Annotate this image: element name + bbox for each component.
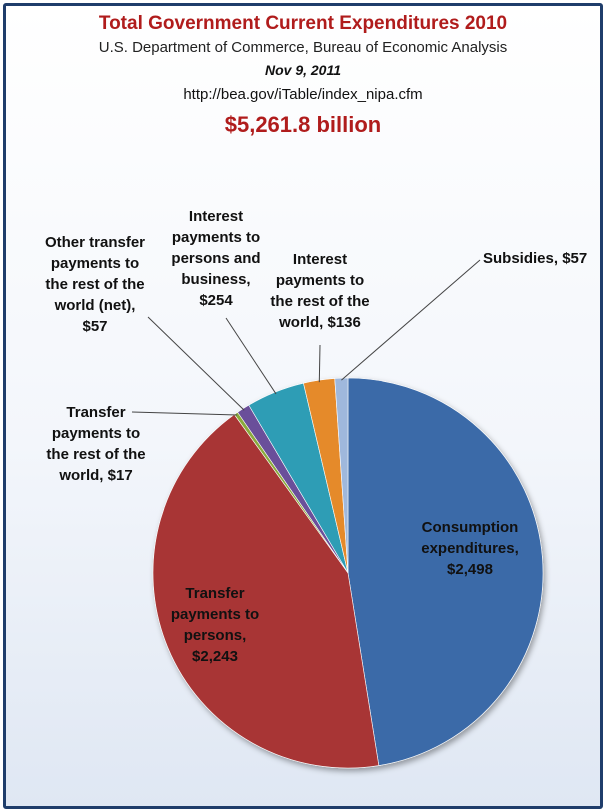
chart-title: Total Government Current Expenditures 2010 — [98, 13, 508, 34]
slice-label-3-line-2: the rest of the — [45, 276, 145, 293]
slice-label-3-line-4: $57 — [82, 318, 108, 335]
slice-label-0-line-1: expenditures, — [421, 540, 519, 557]
slice-label-2 — [46, 404, 145, 484]
chart-source: U.S. Department of Commerce, Bureau of Economic Analysis — [98, 39, 508, 56]
slice-label-4-line-3: business, — [181, 271, 251, 288]
pie-slice-0 — [348, 378, 543, 766]
slice-label-0-line-0: Consumption — [421, 519, 519, 536]
leader-line-5 — [319, 345, 320, 382]
leader-line-2 — [132, 412, 237, 415]
slice-label-4-line-1: payments to — [171, 229, 261, 246]
source-url: http://bea.gov/iTable/index_nipa.cfm — [183, 86, 423, 103]
slice-label-3 — [45, 234, 145, 335]
slice-label-1-line-3: $2,243 — [192, 648, 238, 665]
slice-label-4-line-2: persons and — [171, 250, 261, 267]
leader-line-4 — [226, 318, 276, 394]
slice-label-4-line-4: $254 — [199, 292, 233, 309]
leader-line-3 — [148, 317, 244, 410]
slice-label-0-line-2: $2,498 — [447, 561, 493, 578]
chart-total: $5,261.8 billion — [224, 112, 382, 137]
slice-label-1-line-0: Transfer — [185, 585, 245, 602]
slice-label-5 — [270, 251, 369, 331]
slice-label-5-line-3: world, $136 — [279, 314, 361, 331]
slice-label-2-line-1: payments to — [51, 425, 141, 442]
slice-label-5-line-2: the rest of the — [270, 293, 370, 310]
slice-label-2-line-0: Transfer — [66, 404, 126, 421]
slice-label-4-line-0: Interest — [188, 208, 244, 225]
slice-label-3-line-1: payments to — [50, 255, 140, 272]
slice-label-2-line-3: world, $17 — [59, 467, 133, 484]
slice-label-5-line-1: payments to — [275, 272, 365, 289]
slice-label-2-line-2: the rest of the — [46, 446, 146, 463]
slice-label-6 — [483, 250, 587, 267]
slice-label-3-line-0: Other transfer — [44, 234, 146, 251]
slice-label-5-line-0: Interest — [292, 251, 348, 268]
slice-label-6-line-0: Subsidies, $57 — [483, 250, 588, 267]
slice-label-1-line-1: payments to — [170, 606, 260, 623]
slice-label-4 — [171, 208, 260, 309]
chart-date: Nov 9, 2011 — [264, 62, 341, 78]
slice-label-1-line-2: persons, — [183, 627, 247, 644]
slice-label-3-line-3: world (net), — [54, 297, 136, 314]
